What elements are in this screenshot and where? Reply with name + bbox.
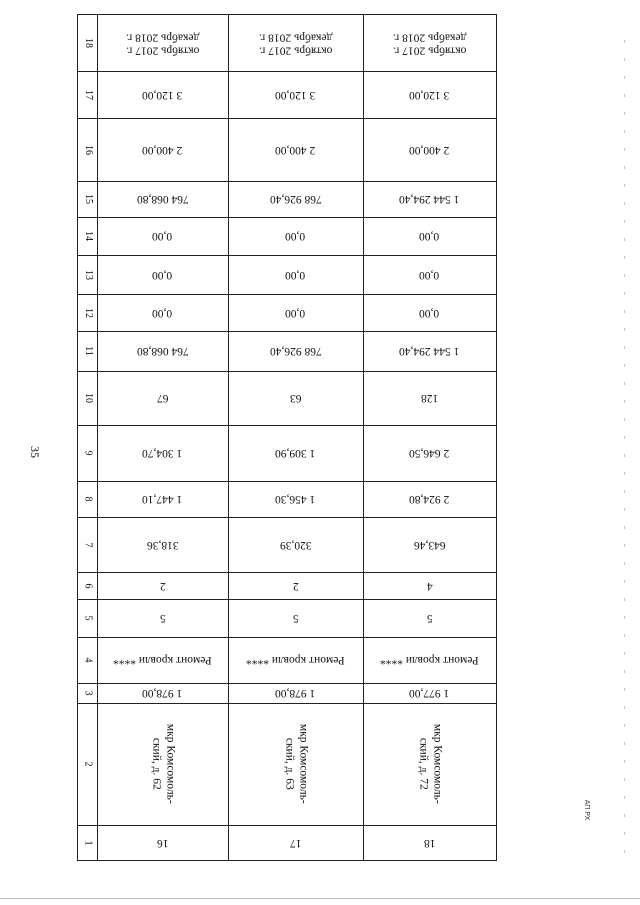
column-number: 11	[82, 346, 94, 356]
column-number: 17	[82, 89, 94, 100]
row-number: 16	[156, 837, 169, 850]
cell-value: 0,00	[152, 230, 173, 243]
cell-value: 67	[156, 392, 169, 405]
column-number: 3	[82, 690, 94, 696]
bottom-rule	[0, 898, 640, 899]
period: октябрь 2017 г. декабрь 2018 г.	[125, 31, 200, 57]
cell-value: 764 068,80	[136, 345, 189, 358]
cell-value: 5	[159, 612, 166, 625]
cell-value: 1 456,30	[275, 493, 316, 506]
column-number: 10	[82, 393, 94, 403]
row-number: 17	[289, 837, 302, 850]
cell-value: 1 304,70	[142, 447, 183, 460]
cell-value: 2 400,00	[142, 144, 183, 157]
house-address: мкр Комсомоль- ский, д. 72	[417, 724, 444, 804]
column-number: 13	[82, 269, 94, 280]
repair-schedule-table	[77, 14, 497, 861]
period: октябрь 2017 г. декабрь 2018 г.	[392, 31, 467, 57]
column-number: 7	[82, 542, 94, 547]
column-number: 8	[82, 496, 94, 502]
cell-value: 1 309,90	[275, 447, 316, 460]
cell-value: 63	[289, 392, 302, 405]
cell-value: 0,00	[152, 307, 173, 320]
house-address: мкр Комсомоль- ский, д. 63	[283, 724, 310, 804]
cell-value: 1 978,00	[275, 687, 316, 700]
cell-value: 3 120,00	[275, 89, 316, 102]
cell-value: 768 926,40	[269, 345, 322, 358]
cell-value: 3 120,00	[142, 89, 183, 102]
row-number: 18	[423, 837, 436, 850]
column-number: 5	[82, 615, 94, 621]
column-number: 15	[82, 194, 94, 204]
work-type: Ремонт кровли ****	[113, 654, 212, 667]
cell-value: 1 544 294,40	[399, 345, 460, 358]
column-number: 4	[82, 657, 94, 663]
scan-edge-mark	[624, 40, 625, 860]
cell-value: 2	[292, 580, 299, 593]
cell-value: 1 977,00	[409, 687, 450, 700]
house-address: мкр Комсомоль- ский, д. 62	[150, 724, 177, 804]
cell-value: 128	[420, 392, 439, 405]
cell-value: 2 400,00	[275, 144, 316, 157]
cell-value: 764 068,80	[136, 193, 189, 206]
column-number: 14	[82, 231, 94, 241]
cell-value: 2	[159, 580, 166, 593]
cell-value: 2 400,00	[409, 144, 450, 157]
column-number: 1	[82, 840, 94, 846]
cell-value: 0,00	[152, 269, 173, 282]
column-number: 2	[82, 761, 94, 767]
cell-value: 0,00	[285, 307, 306, 320]
cell-value: 1 544 294,40	[399, 193, 460, 206]
cell-value: 1 978,00	[142, 687, 183, 700]
cell-value: 320,39	[279, 539, 312, 552]
cell-value: 5	[426, 612, 433, 625]
cell-value: 5	[292, 612, 299, 625]
cell-value: 1 447,10	[142, 493, 183, 506]
column-number: 12	[82, 307, 94, 318]
column-number: 6	[82, 583, 94, 588]
cell-value: 0,00	[285, 230, 306, 243]
cell-value: 0,00	[419, 269, 440, 282]
column-number: 16	[82, 144, 94, 155]
cell-value: 643,46	[413, 539, 446, 552]
cell-value: 0,00	[419, 307, 440, 320]
footer-mark: АП РХ	[583, 799, 590, 821]
work-type: Ремонт кровли ****	[246, 654, 345, 667]
cell-value: 768 926,40	[269, 193, 322, 206]
cell-value: 318,36	[146, 539, 179, 552]
cell-value: 2 646,50	[409, 447, 450, 460]
page-number: 35	[28, 446, 42, 458]
cell-value: 0,00	[419, 230, 440, 243]
column-number: 9	[82, 450, 94, 456]
period: октябрь 2017 г. декабрь 2018 г.	[258, 31, 333, 57]
cell-value: 0,00	[285, 269, 306, 282]
work-type: Ремонт кровли ****	[380, 654, 479, 667]
cell-value: 3 120,00	[409, 89, 450, 102]
cell-value: 2 924,80	[409, 493, 450, 506]
column-number: 18	[82, 38, 94, 48]
cell-value: 4	[426, 580, 433, 593]
